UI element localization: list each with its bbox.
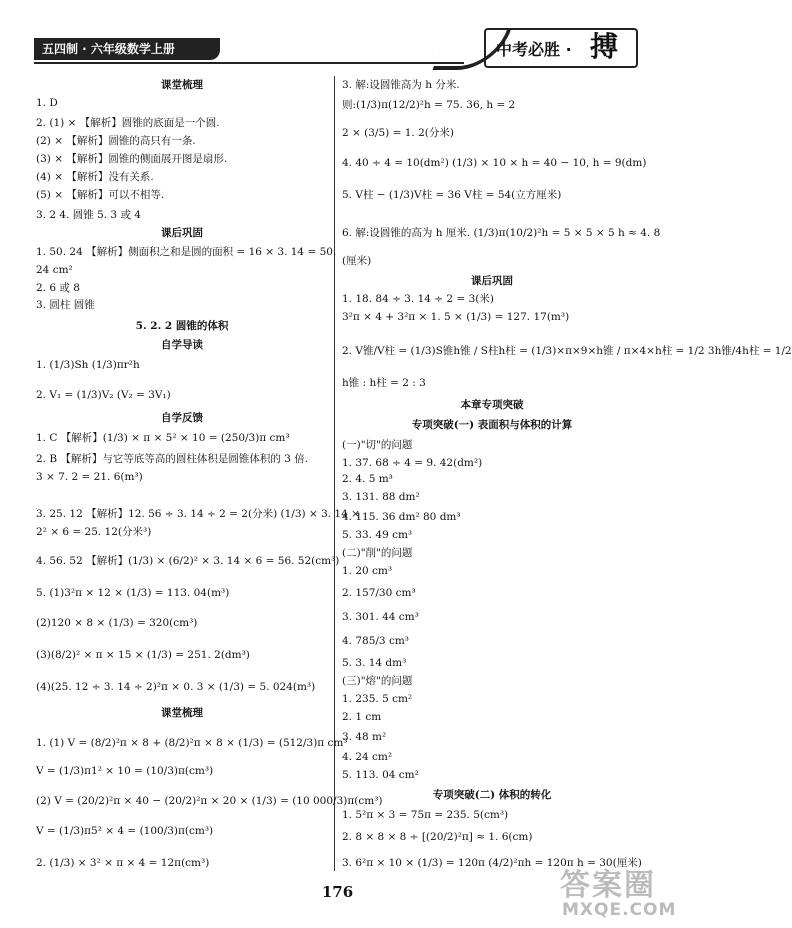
answer-line: 3. 301. 44 cm³ — [342, 611, 419, 623]
answer-line: 1. 20 cm³ — [342, 565, 393, 577]
page-header — [0, 0, 675, 72]
answer-line: 3 × 7. 2 = 21. 6(m³) — [36, 471, 143, 483]
answer-line: V = (1/3)π5² × 4 = (100/3)π(cm³) — [36, 825, 214, 837]
section-heading: 专项突破(一) 表面积与体积的计算 — [411, 419, 573, 431]
answer-line: 3. 131. 88 dm² — [342, 491, 420, 503]
watermark-top: 答案圈 — [560, 868, 656, 903]
answer-line: 3. 48 m² — [342, 731, 387, 743]
brand-big-char: 搏 — [590, 30, 619, 63]
answer-line: (厘米) — [342, 255, 372, 267]
answer-line: (2) V = (20/2)²π × 40 − (20/2)²π × 20 × (1/3) = (10 000/3)π(cm³) — [36, 795, 383, 807]
section-heading: 自学导读 — [161, 339, 203, 351]
answer-line: 1. D — [36, 97, 58, 109]
answer-line: 1. 18. 84 ÷ 3. 14 ÷ 2 = 3(米) — [342, 293, 494, 305]
answer-line: 1. 37. 68 ÷ 4 = 9. 42(dm²) — [342, 457, 483, 469]
watermark-bottom: MXQE.COM — [562, 900, 677, 920]
section-heading: 自学反馈 — [161, 412, 203, 424]
answer-line: 4. 115. 36 dm² 80 dm³ — [342, 511, 461, 523]
answer-line: 1. (1/3)Sh (1/3)πr²h — [36, 359, 140, 371]
answer-line: 6. 解:设圆锥的高为 h 厘米. (1/3)π(10/2)²h = 5 × 5 × 5 h ≈ 4. 8 — [342, 227, 661, 239]
answer-line: 3. 2 4. 圆锥 5. 3 或 4 — [36, 209, 141, 221]
book-series-label: 五四制 · 六年级数学上册 — [34, 38, 220, 60]
answer-line: 1. 50. 24 【解析】侧面积之和是圆的面积 = 16 × 3. 14 = 50. — [36, 246, 337, 258]
brand-box — [484, 28, 638, 68]
answer-line: 4. 24 cm² — [342, 751, 393, 763]
answer-line: 2. 8 × 8 × 8 ÷ [(20/2)²π] ≈ 1. 6(cm) — [342, 831, 533, 843]
answer-line: 4. 785/3 cm³ — [342, 635, 409, 647]
section-heading: 本章专项突破 — [460, 399, 524, 411]
section-heading: 5. 2. 2 圆锥的体积 — [135, 320, 229, 332]
answer-line: 2 × (3/5) = 1. 2(分米) — [342, 127, 454, 139]
answer-line: 3. 6²π × 10 × (1/3) = 120π (4/2)²πh = 120π h = 30(厘米) — [342, 857, 642, 869]
answer-line: 1. 235. 5 cm² — [342, 693, 413, 705]
answer-line: V = (1/3)π1² × 10 = (10/3)π(cm³) — [36, 765, 214, 777]
answer-line: 3. 圆柱 圆锥 — [36, 299, 95, 311]
answer-line: 2. (1) × 【解析】圆锥的底面是一个圆. — [36, 117, 220, 129]
answer-line: 1. C 【解析】(1/3) × π × 5² × 10 = (250/3)π cm³ — [36, 432, 290, 444]
column-divider — [334, 76, 335, 871]
answer-line: 24 cm² — [36, 264, 73, 276]
answer-line: 2. 6 或 8 — [36, 282, 80, 294]
answer-line: 2. V₁ = (1/3)V₂ (V₂ = 3V₁) — [36, 389, 171, 401]
answer-line: 2. (1/3) × 3² × π × 4 = 12π(cm³) — [36, 857, 210, 869]
answer-line: 5. 113. 04 cm² — [342, 769, 419, 781]
answer-line: 2. 1 cm — [342, 711, 382, 723]
answer-line: (2) × 【解析】圆锥的高只有一条. — [36, 135, 196, 147]
answer-line: (3)(8/2)² × π × 15 × (1/3) = 251. 2(dm³) — [36, 649, 250, 661]
answer-line: 2. 157/30 cm³ — [342, 587, 416, 599]
section-heading: 课后巩固 — [471, 275, 513, 287]
header-rule — [34, 62, 464, 64]
section-heading: 专项突破(二) 体积的转化 — [432, 789, 552, 801]
answer-line: 5. 3. 14 dm³ — [342, 657, 407, 669]
answer-line: 5. V柱 − (1/3)V柱 = 36 V柱 = 54(立方厘米) — [342, 189, 562, 201]
answer-line: 2. V锥/V柱 = (1/3)S锥h锥 / S柱h柱 = (1/3)×π×9×h锥 / π×4×h柱 = 1/2 3h锥/4h柱 = 1/2 — [342, 345, 792, 357]
answer-line: 2. B 【解析】与它等底等高的圆柱体积是圆锥体积的 3 倍. — [36, 453, 309, 465]
answer-line: (3) × 【解析】圆锥的侧面展开图是扇形. — [36, 153, 228, 165]
answer-line: (一)"切"的问题 — [342, 439, 413, 451]
answer-line: 5. 33. 49 cm³ — [342, 529, 413, 541]
answer-line: 1. (1) V = (8/2)²π × 8 + (8/2)²π × 8 × (1/3) = (512/3)π cm³ — [36, 737, 348, 749]
answer-line: (三)"熔"的问题 — [342, 675, 413, 687]
page-number: 176 — [321, 883, 354, 901]
answer-line: h锥 : h柱 = 2 : 3 — [342, 377, 426, 389]
answer-line: (二)"削"的问题 — [342, 547, 413, 559]
answer-line: 4. 40 ÷ 4 = 10(dm²) (1/3) × 10 × h = 40 − 10, h = 9(dm) — [342, 157, 647, 169]
answer-line: 3. 解:设圆锥高为 h 分米. — [342, 79, 460, 91]
answer-line: 则:(1/3)π(12/2)²h = 75. 36, h = 2 — [342, 99, 516, 111]
answer-line: 2. 4. 5 m³ — [342, 473, 393, 485]
answer-line: 3²π × 4 + 3²π × 1. 5 × (1/3) = 127. 17(m³) — [342, 311, 570, 323]
answer-line: 2² × 6 = 25. 12(分米³) — [36, 526, 152, 538]
watermark-logo — [560, 860, 677, 924]
section-heading: 课堂梳理 — [161, 79, 203, 91]
answer-line: 5. (1)3²π × 12 × (1/3) = 113. 04(m³) — [36, 587, 230, 599]
answer-line: (5) × 【解析】可以不相等. — [36, 189, 165, 201]
section-heading: 课堂梳理 — [161, 707, 203, 719]
section-heading: 课后巩固 — [161, 227, 203, 239]
answer-line: 4. 56. 52 【解析】(1/3) × (6/2)² × 3. 14 × 6 = 56. 52(cm³) — [36, 555, 340, 567]
answer-line: 3. 25. 12 【解析】12. 56 ÷ 3. 14 ÷ 2 = 2(分米) (1/3) × 3. 14 × — [36, 508, 360, 520]
answer-line: 1. 5²π × 3 = 75π = 235. 5(cm³) — [342, 809, 509, 821]
answer-line: (4)(25. 12 ÷ 3. 14 ÷ 2)²π × 0. 3 × (1/3) = 5. 024(m³) — [36, 681, 316, 693]
answer-line: (4) × 【解析】没有关系. — [36, 171, 154, 183]
brand-label: 中考必胜 · — [496, 40, 572, 59]
answer-line: (2)120 × 8 × (1/3) = 320(cm³) — [36, 617, 198, 629]
